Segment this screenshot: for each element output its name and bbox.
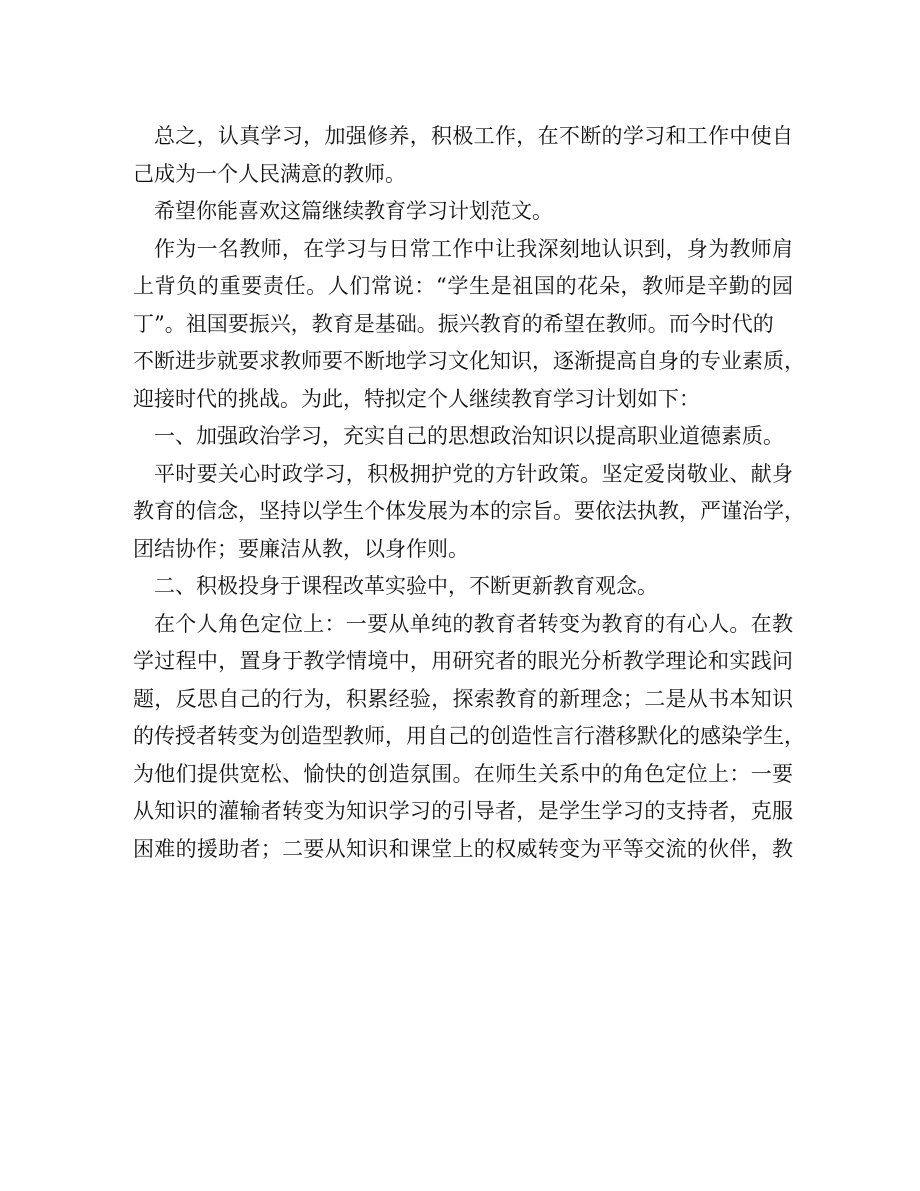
document-body — [133, 118, 805, 868]
text-line: 平时要关心时政学习，积极拥护党的方针政策。坚定爱岗敬业、献身 — [154, 461, 793, 486]
text-line: 从知识的灌输者转变为知识学习的引导者，是学生学习的支持者，克服 — [133, 799, 793, 823]
text-line: 学过程中，置身于教学情境中，用研究者的眼光分析教学理论和实践问 — [133, 649, 793, 673]
text-line: 一、加强政治学习，充实自己的思想政治知识以提高职业道德素质。 — [154, 424, 784, 448]
text-line: 作为一名教师，在学习与日常工作中让我深刻地认识到，身为教师肩 — [154, 236, 793, 261]
text-line: 上背负的重要责任。人们常说：“学生是祖国的花朵，教师是辛勤的园 — [133, 274, 793, 298]
text-line: 希望你能喜欢这篇继续教育学习计划范文。 — [154, 199, 553, 223]
text-line: 为他们提供宽松、愉快的创造氛围。在师生关系中的角色定位上：一要 — [133, 761, 793, 786]
text-line: 不断进步就要求教师要不断地学习文化知识，逐渐提高自身的专业素质， — [133, 349, 805, 373]
text-line: 总之，认真学习，加强修养，积极工作，在不断的学习和工作中使自 — [154, 124, 793, 148]
text-line: 的传授者转变为创造型教师，用自己的创造性言行潜移默化的感染学生， — [133, 724, 805, 748]
text-line: 二、积极投身于课程改革实验中，不断更新教育观念。 — [154, 574, 658, 598]
text-line: 题，反思自己的行为，积累经验，探索教育的新理念；二是从书本知识 — [133, 686, 793, 711]
text-line: 己成为一个人民满意的教师。 — [133, 161, 406, 186]
text-line: 在个人角色定位上：一要从单纯的教育者转变为教育的有心人。在教 — [154, 611, 793, 636]
text-line: 困难的援助者；二要从知识和课堂上的权威转变为平等交流的伙伴，教 — [133, 836, 793, 861]
text-line: 丁”。祖国要振兴，教育是基础。振兴教育的希望在教师。而今时代的 — [133, 311, 774, 336]
text-line: 迎接时代的挑战。为此，特拟定个人继续教育学习计划如下： — [133, 386, 700, 411]
text-line: 团结协作；要廉洁从教，以身作则。 — [133, 536, 469, 561]
text-line: 教育的信念，坚持以学生个体发展为本的宗旨。要依法执教，严谨治学， — [133, 499, 805, 523]
